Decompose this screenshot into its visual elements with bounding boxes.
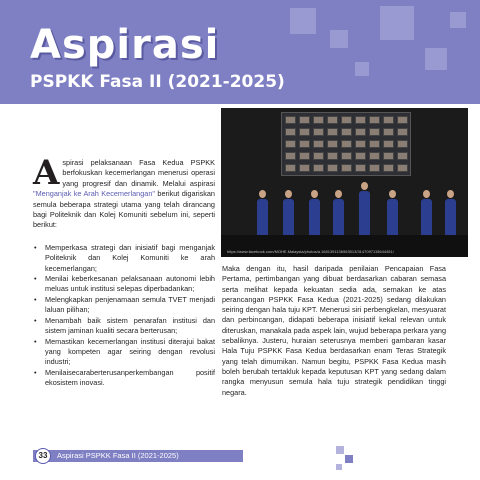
person-figure (387, 199, 398, 237)
intro-text: spirasi pelaksanaan Fasa Kedua PSPKK berfokuskan kecemerlangan menerusi operasi yang progresif dan dinamik. Melalui aspirasi (62, 158, 215, 188)
left-column (33, 153, 215, 389)
list-item: • Menilai keberkesanan pelaksanaan autonomi lebih meluas untuk institusi selepas diperbadankan; (33, 274, 215, 295)
intro-paragraph (33, 153, 215, 231)
list-item: • Melengkapkan penjenamaan semula TVET menjadi laluan pilihan; (33, 295, 215, 316)
person-figure (257, 199, 268, 237)
decorative-square (380, 6, 414, 40)
page-number: 33 (35, 448, 51, 464)
person-figure (283, 199, 294, 237)
list-item: • Menilaisecaraberterusanperkembangan positif ekosistem inovasi. (33, 368, 215, 389)
decorative-square (450, 12, 466, 28)
decorative-square (290, 8, 316, 34)
strategy-list (33, 243, 215, 389)
person-figure (421, 199, 432, 237)
header-banner (0, 0, 480, 104)
aspiration-highlight: "Menganjak ke Arah Kecemerlangan" (33, 189, 155, 199)
person-figure (333, 199, 344, 237)
page-subtitle: PSPKK Fasa II (2021-2025) (30, 72, 285, 92)
list-item: • Menambah baik sistem penarafan institusi dan sistem jaminan kualiti secara berterusan; (33, 316, 215, 337)
decorative-square (336, 464, 342, 470)
list-item: • Memperkasa strategi dan inisiatif bagi menganjak Politeknik dan Kolej Komuniti ke arah kecemerlangan; (33, 243, 215, 274)
list-item: • Memastikan kecemerlangan institusi diterajui bakat yang kompeten agar seiring dengan revolusi industri; (33, 337, 215, 368)
footer-label: Aspirasi PSPKK Fasa II (2021-2025) (57, 451, 179, 460)
drop-cap: A (33, 153, 60, 193)
video-wall (281, 112, 411, 176)
person-figure (309, 199, 320, 237)
body-paragraph: Maka dengan itu, hasil daripada penilaian Pencapaian Fasa Pertama, pertimbangan yang dibuat berdasarkan cabaran semasa serta melihat kepada kekuatan sedia ada, semakan ke atas perancangan PSPKK Fasa Kedua (2021-2025) sedang dilakukan seiring dengan hala tuju KPT. Menerusi siri perbengkelan, mesyuarat dan perbincangan, didapati beberapa inisiatif kekal relevan untuk diteruskan, manakala pada aspek lain, wujud beberapa perkara yang sebaliknya. Justeru, huraian seterusnya memberi gambaran kasar Hala Tuju PSPKK Fasa Kedua berdasarkan enam Teras Strategik yang telah dimurnikan. Namun begitu, PSPKK Fasa Kedua masih boleh berubah tertakluk kepada keputusan KPT yang sedang dalam rangka menyusun semula hala tuju strategik pendidikan tinggi negara. (222, 264, 446, 397)
decorative-square (355, 62, 369, 76)
person-figure (359, 191, 370, 237)
right-column (222, 264, 446, 398)
event-photo (221, 108, 468, 257)
decorative-square (425, 48, 447, 70)
page-title: Aspirasi (30, 22, 220, 68)
decorative-square (330, 30, 348, 48)
intro-text-end: berikut digariskan semula beberapa strategi utama yang telah dirancang bagi Politeknik dan Kolej Komuniti sebelum ini, seperti berikut: (33, 189, 215, 230)
photo-source-caption: https://www.facebook.com/MOHE.Malaysia/photos/a.1681391136963513/3147097115644451/ (227, 249, 394, 254)
decorative-square (345, 455, 353, 463)
person-figure (445, 199, 456, 237)
decorative-square (336, 446, 344, 454)
